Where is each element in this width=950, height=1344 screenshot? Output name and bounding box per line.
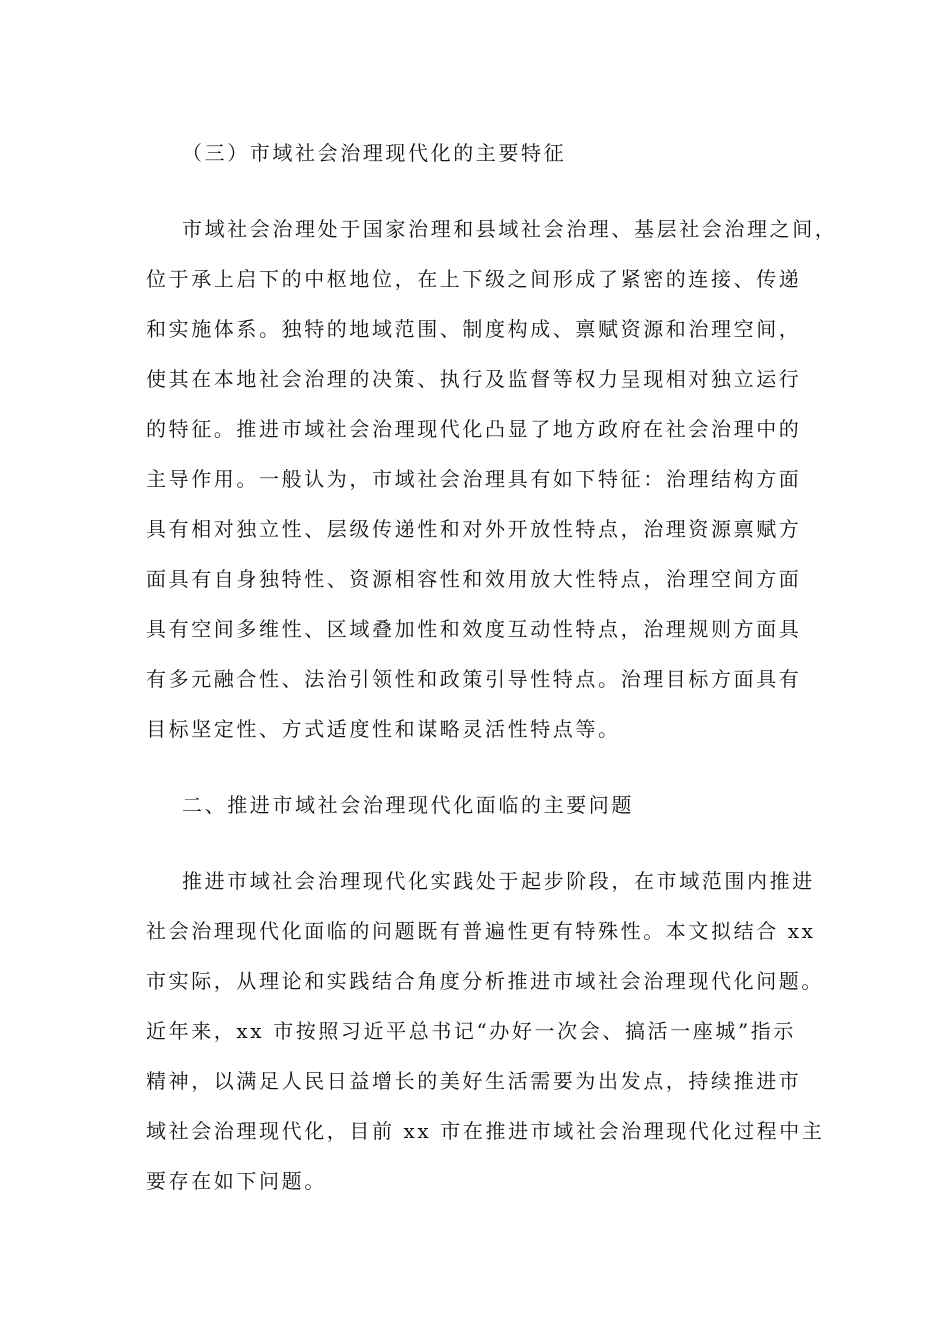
section-heading-characteristics: （三）市域社会治理现代化的主要特征 <box>182 141 567 165</box>
text-line: 具有空间多维性、区域叠加性和效度互动性特点，治理规则方面具 <box>146 617 802 641</box>
paragraph-characteristics <box>146 204 838 754</box>
document-body <box>146 128 838 1232</box>
text-line: 目标坚定性、方式适度性和谋略灵活性特点等。 <box>146 717 621 741</box>
text-line: 精神，以满足人民日益增长的美好生活需要为出发点，持续推进市 <box>146 1069 802 1093</box>
text-line: 主导作用。一般认为，市域社会治理具有如下特征：治理结构方面 <box>146 467 802 491</box>
text-line: 推进市域社会治理现代化实践处于起步阶段，在市域范围内推进 <box>182 869 815 893</box>
text-line: 近年来，xx 市按照习近平总书记“办好一次会、搞活一座城”指示 <box>146 1019 796 1043</box>
section-heading-main-problems: 二、推进市域社会治理现代化面临的主要问题 <box>182 793 634 817</box>
text-line: 位于承上启下的中枢地位，在上下级之间形成了紧密的连接、传递 <box>146 267 802 291</box>
text-line: 的特征。推进市域社会治理现代化凸显了地方政府在社会治理中的 <box>146 417 802 441</box>
text-line: 面具有自身独特性、资源相容性和效用放大性特点，治理空间方面 <box>146 567 802 591</box>
text-line: 域社会治理现代化，目前 xx 市在推进市域社会治理现代化过程中主 <box>146 1119 825 1143</box>
text-line: 市实际，从理论和实践结合角度分析推进市域社会治理现代化问题。 <box>146 969 824 993</box>
text-line: 具有相对独立性、层级传递性和对外开放性特点，治理资源禀赋方 <box>146 517 802 541</box>
text-line: 社会治理现代化面临的问题既有普遍性更有特殊性。本文拟结合 xx <box>146 919 816 943</box>
text-line: 使其在本地社会治理的决策、执行及监督等权力呈现相对独立运行 <box>146 367 802 391</box>
text-line: 和实施体系。独特的地域范围、制度构成、禀赋资源和治理空间， <box>146 317 802 341</box>
text-line: 市域社会治理处于国家治理和县域社会治理、基层社会治理之间， <box>182 217 838 241</box>
paragraph-main-problems <box>146 856 825 1206</box>
text-line: 要存在如下问题。 <box>146 1169 327 1193</box>
text-line: 有多元融合性、法治引领性和政策引导性特点。治理目标方面具有 <box>146 667 802 691</box>
